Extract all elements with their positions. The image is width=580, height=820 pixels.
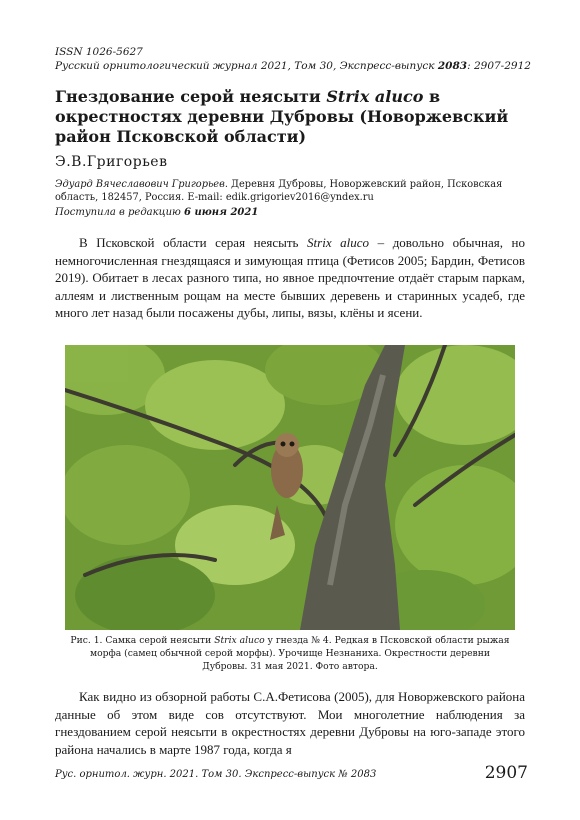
issn: ISSN 1026-5627 [55, 46, 143, 58]
intro-paragraph: В Псковской области серая неясыть Strix aluco – довольно обычная, но немногочисленная гнездящаяся и зимующая птица (Фетисов 2005; Бардин, Фетисов 2019). Обитает в лесах разного типа, но явное предпочтение отдаёт старым паркам, аллеям и лиственным рощам на месте бывших деревень и старинных усадеб, где много лет назад были посажены дубы, липы, вязы, клёны и ясени. [55, 235, 526, 321]
author-full-name: Эдуард Вячеславович Григорьев [55, 179, 225, 190]
author-affiliation: Эдуард Вячеславович Григорьев. Деревня Дубровы, Новоржевский район, Псковская область, 182457, Россия. E-mail: edik.grigoriev2016@yndex.ru [55, 179, 503, 203]
footer-citation: Рус. орнитол. журн. 2021. Том 30. Экспресс-выпуск № 2083 [55, 769, 377, 780]
journal-citation: Русский орнитологический журнал 2021, Том 30, Экспресс-выпуск 2083: 2907-2912 [55, 60, 531, 72]
journal-header [55, 45, 531, 73]
body-paragraph: Как видно из обзорной работы С.А.Фетисова (2005), для Новоржевского района данные об этом виде сов отсутствуют. Мои многолетние наблюдения за гнездованием серой неясыти в окрестностях деревни Дубровы на юго-западе этого района начались в марте 1987 года, когда я [55, 689, 525, 757]
figure-caption: Рис. 1. Самка серой неясыти Strix aluco у гнезда № 4. Редкая в Псковской области рыжая морфа (самец обычной серой морфы). Урочище Незнаниха. Окрестности деревни Дубровы. 31 мая 2021. Фото автора. [70, 635, 510, 672]
owl-photo [65, 345, 515, 630]
article-title: Гнездование серой неясыти Strix aluco в окрестностях деревни Дубровы (Новоржевский район Псковской области) [55, 87, 509, 146]
issue-number: 2083 [437, 60, 468, 72]
title-species: Strix aluco [326, 87, 424, 106]
author-name: Э.В.Григорьев [55, 154, 168, 170]
received-date: Поступила в редакцию 6 июня 2021 [55, 207, 259, 218]
page-number: 2907 [484, 763, 528, 783]
